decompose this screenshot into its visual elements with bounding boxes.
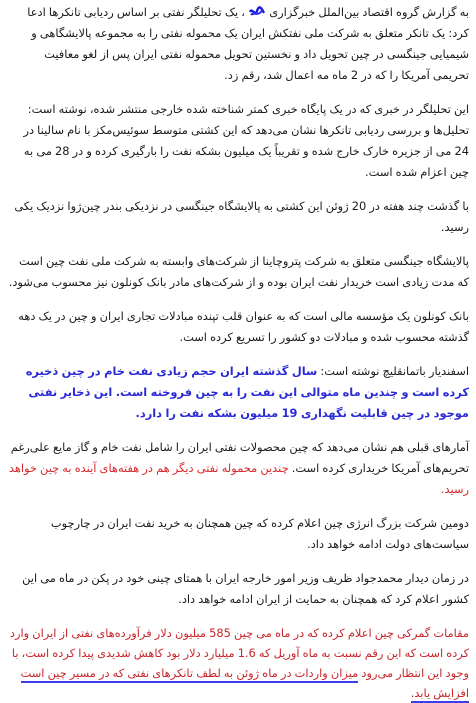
intro-lead-text: به گزارش گروه اقتصاد بین‌الملل خبرگزاری — [269, 5, 469, 19]
paragraph-intro — [6, 2, 469, 86]
quote-highlight-text: سال گذشته ایران حجم زیادی نفت خام در چین ذخیره کرده است و چندین ماه متوالی این نفت را به چین فروخته است. این ذخایر نفتی موجود در چین قابلیت نگهداری 19 میلیون بشکه نفت را دارد. — [25, 364, 469, 420]
paragraph-refinery: پالایشگاه جینگسی متعلق به شرکت پتروچاینا از شرکت‌های وابسته به شرکت ملی نفت چین است که مدت زیادی است خریدار نفت ایران بوده و از شرکت‌های مادر بانک کونلون نیز محسوب می‌شود. — [8, 254, 469, 289]
paragraph-customs-data — [6, 623, 469, 703]
customs-underlined-text: میزان واردات در ماه ژوئن به لطف تانکرهای نفتی که در مسیر چین است افزایش یابد. — [21, 666, 469, 703]
intro-rest-text: ، یک تحلیلگر نفتی بر اساس ردیابی تانکرها ادعا کرد: یک تانکر متعلق به شرکت ملی نفتکش ایران یک محموله نفتی را به مجموعه پالایشگاهی و شیمیایی جینگسی در چین تحویل داد و نخستین تحویل محموله نفتی ایران پس از لغو معافیت تحریمی آمریکا را که در 2 ماه مه اعمال شد، رقم زد. — [27, 5, 469, 82]
stats-text: آمارهای قبلی هم نشان می‌دهد که چین محصولات نفتی ایران را شامل نفت خام و گاز مایع علی‌رغم تحریم‌های آمریکا خریداری کرده است. — [10, 440, 469, 475]
paragraph-tracking-analysis: این تحلیلگر در خبری که در یک پایگاه خبری کمتر شناخته شده خارجی منتشر شده، نوشته است: تحلیل‌ها و بررسی ردیابی تانکرها نشان می‌دهد که این کشتی متوسط سوئیس‌مکز با نام سالینا در 24 می از جزیره خارک خارج شده و تقریباً یک میلیون بشکه نفت را بارگیری کرده و در 28 می به چین اعزام شده است. — [23, 102, 469, 179]
paragraph-batmanghelidj-quote — [6, 361, 469, 424]
scribbled-agency-name-icon — [249, 5, 265, 19]
customs-text: مقامات گمرکی چین اعلام کرده که در ماه می چین 585 میلیون دلار فرآورده‌های نفتی از ایران وارد کرده است که این رقم نسبت به ماه آوریل که 1.6 میلیارد دلار بود کاهش شدیدی پیدا کرده است، با وجود این انتظار می‌رود — [9, 626, 469, 680]
paragraph-previous-stats — [6, 437, 469, 500]
stats-red-text: چندین محموله نفتی دیگر هم در هفته‌های آینده به چین خواهد رسید. — [8, 461, 469, 496]
paragraph-kunlun-bank: بانک کونلون یک مؤسسه مالی است که به عنوان قلب تپنده مبادلات تجاری ایران و چین در یک دهه گذشته محسوب شده و مبادلات دو کشور را تسریع کرده است. — [18, 309, 469, 344]
paragraph-zarif-visit: در زمان دیدار محمدجواد ظریف وزیر امور خارجه ایران با همتای چینی خود در پکن در ماه می این کشور اعلام کرد که همچنان به حمایت از ایران ادامه خواهد داد. — [22, 571, 469, 606]
paragraph-arrival: با گذشت چند هفته در 20 ژوئن این کشتی به پالایشگاه جینگسی در نزدیکی بندر چین‌ژوا نزدیک یکی رسید. — [14, 199, 469, 234]
quote-lead-text: اسفندیار باتمانقلیچ نوشته است: — [320, 364, 469, 378]
paragraph-energy-company: دومین شرکت بزرگ انرژی چین اعلام کرده که چین همچنان به خرید نفت ایران در چارچوب سیاست‌های دولت ادامه خواهد داد. — [50, 516, 469, 551]
